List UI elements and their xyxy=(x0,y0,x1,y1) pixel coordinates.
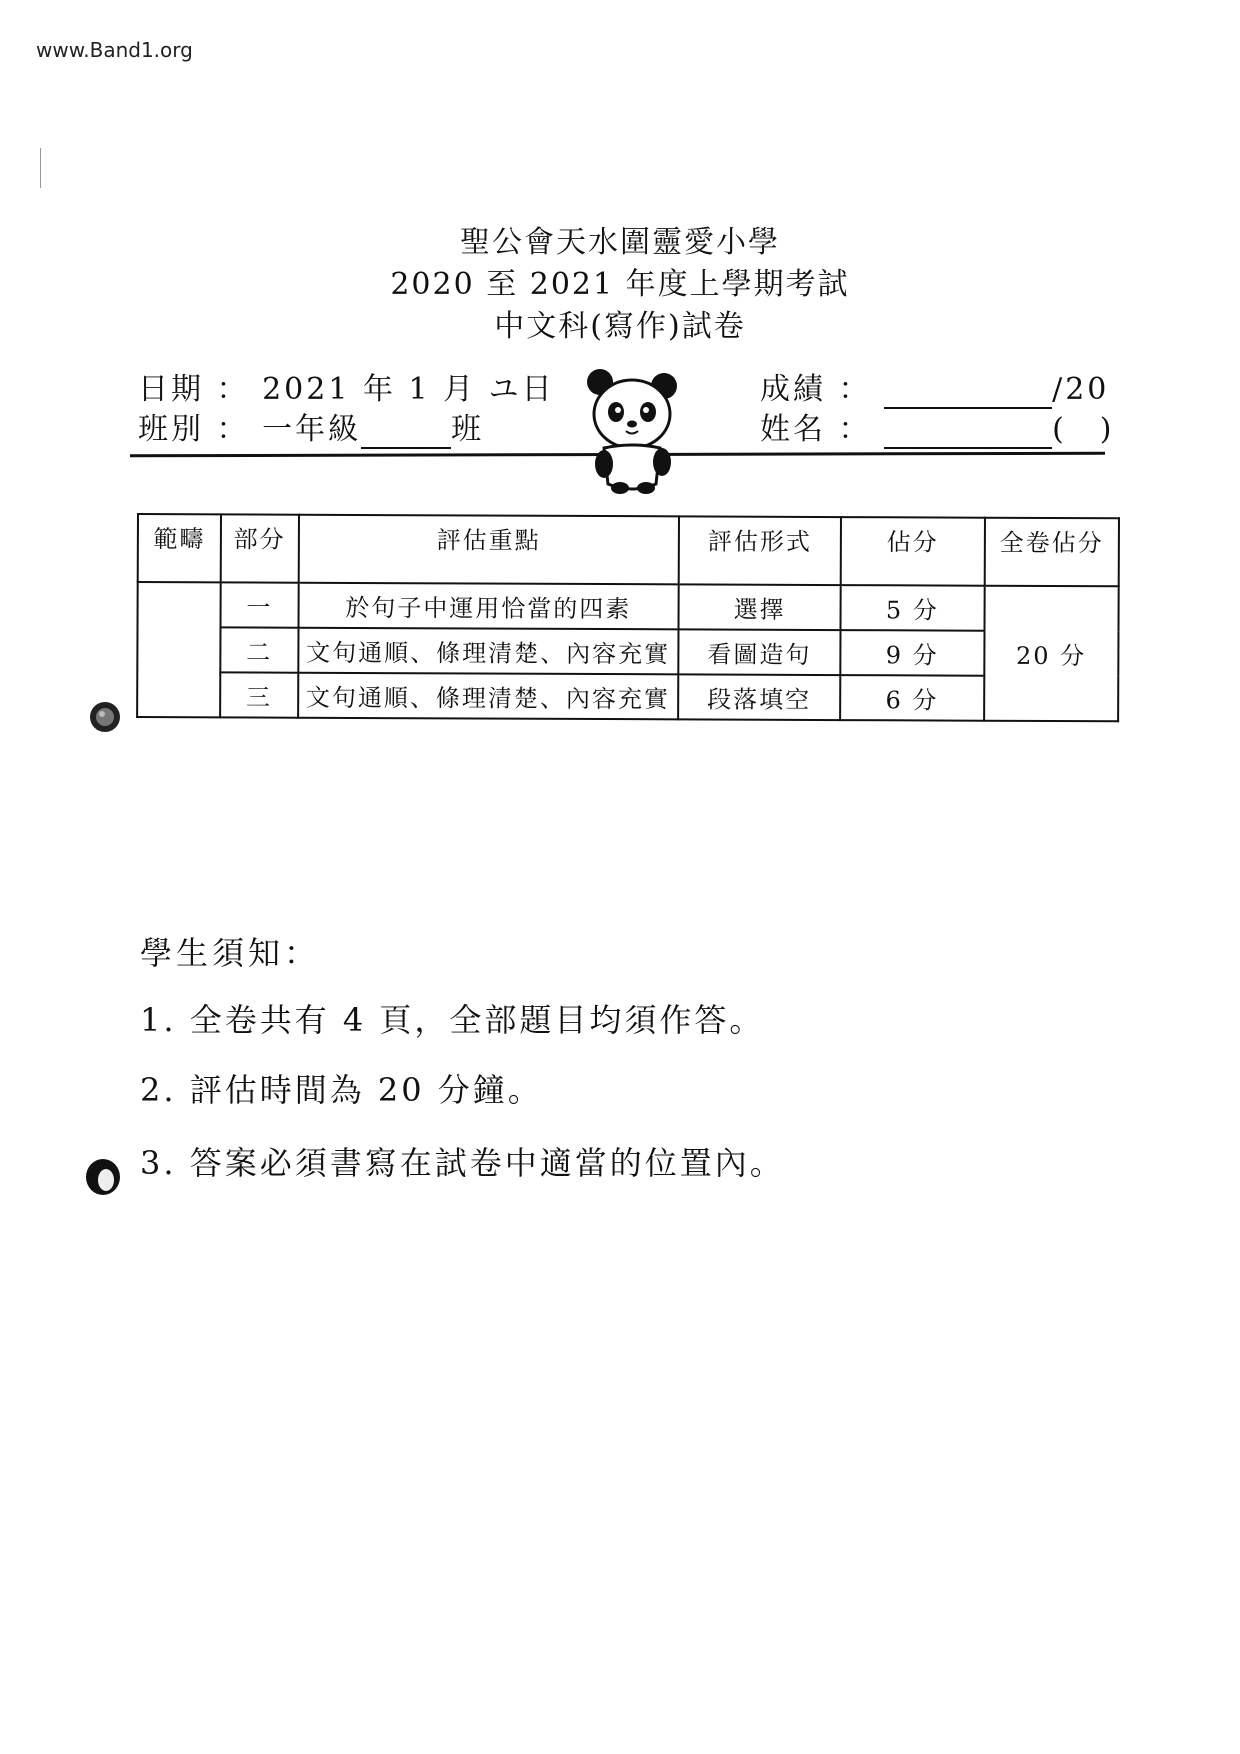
score-total: /20 xyxy=(1052,372,1110,407)
total-cell: 20 分 xyxy=(984,586,1119,722)
class-value-prefix: 一年級 xyxy=(262,412,362,447)
school-name: 聖公會天水圍靈愛小學 xyxy=(460,225,780,260)
notice-item: 1. 全卷共有 4 頁，全部題目均須作答。 xyxy=(140,1001,765,1039)
score-cell: 5 分 xyxy=(841,585,985,631)
class-blank[interactable] xyxy=(361,412,451,449)
colon: ： xyxy=(216,372,250,407)
date-label: 日期 xyxy=(138,372,204,407)
name-label: 姓名 xyxy=(760,412,826,447)
header-category: 範疇 xyxy=(138,514,221,582)
table-row xyxy=(137,672,1118,721)
focus-cell: 於句子中運用恰當的四素 xyxy=(298,583,679,630)
site-watermark: www.Band1.org xyxy=(36,38,193,62)
notice-title: 學生須知： xyxy=(140,934,321,972)
header-part: 部分 xyxy=(221,514,299,582)
form-cell: 看圖造句 xyxy=(678,629,840,675)
name-blank[interactable] xyxy=(884,412,1052,449)
class-label: 班別 xyxy=(138,412,204,447)
form-cell: 選擇 xyxy=(678,584,840,630)
assessment-table xyxy=(136,513,1120,722)
score-cell: 9 分 xyxy=(840,630,984,676)
focus-cell: 文句通順、條理清楚、內容充實 xyxy=(298,628,679,675)
score-cell: 6 分 xyxy=(840,675,984,721)
header-form: 評估形式 xyxy=(679,516,842,585)
name-paren: ( ) xyxy=(1052,412,1115,447)
scan-mark xyxy=(40,148,41,188)
hole-punch-mark xyxy=(88,700,122,734)
header-total: 全卷佔分 xyxy=(984,518,1119,587)
table-header-row xyxy=(138,514,1119,586)
part-cell: 三 xyxy=(220,672,298,717)
category-cell xyxy=(137,582,221,717)
header-score: 佔分 xyxy=(841,517,985,586)
score-row xyxy=(760,364,1109,409)
header-focus: 評估重點 xyxy=(298,515,679,585)
colon: ： xyxy=(838,372,872,407)
panda-icon xyxy=(582,364,682,496)
table-row xyxy=(137,627,1118,676)
notice-item: 3. 答案必須書寫在試卷中適當的位置內。 xyxy=(140,1144,785,1182)
class-value-suffix: 班 xyxy=(451,412,485,447)
date-row xyxy=(138,364,555,408)
subject-name: 中文科(寫作)試卷 xyxy=(494,309,746,344)
colon: ： xyxy=(838,412,872,447)
exam-name: 2020 至 2021 年度上學期考試 xyxy=(390,267,850,302)
colon: ： xyxy=(216,412,250,447)
class-row xyxy=(138,404,484,449)
score-label: 成績 xyxy=(760,372,826,407)
hole-punch-mark xyxy=(84,1156,122,1196)
part-cell: 二 xyxy=(220,627,298,672)
focus-cell: 文句通順、條理清楚、內容充實 xyxy=(298,673,679,720)
part-cell: 一 xyxy=(221,582,299,627)
table-row xyxy=(138,582,1119,631)
form-cell: 段落填空 xyxy=(678,674,840,720)
date-value: 2021 年 1 月 ユ日 xyxy=(262,372,555,407)
notice-item: 2. 評估時間為 20 分鐘。 xyxy=(140,1071,543,1109)
name-row xyxy=(760,404,1115,449)
exam-header xyxy=(0,222,1240,348)
